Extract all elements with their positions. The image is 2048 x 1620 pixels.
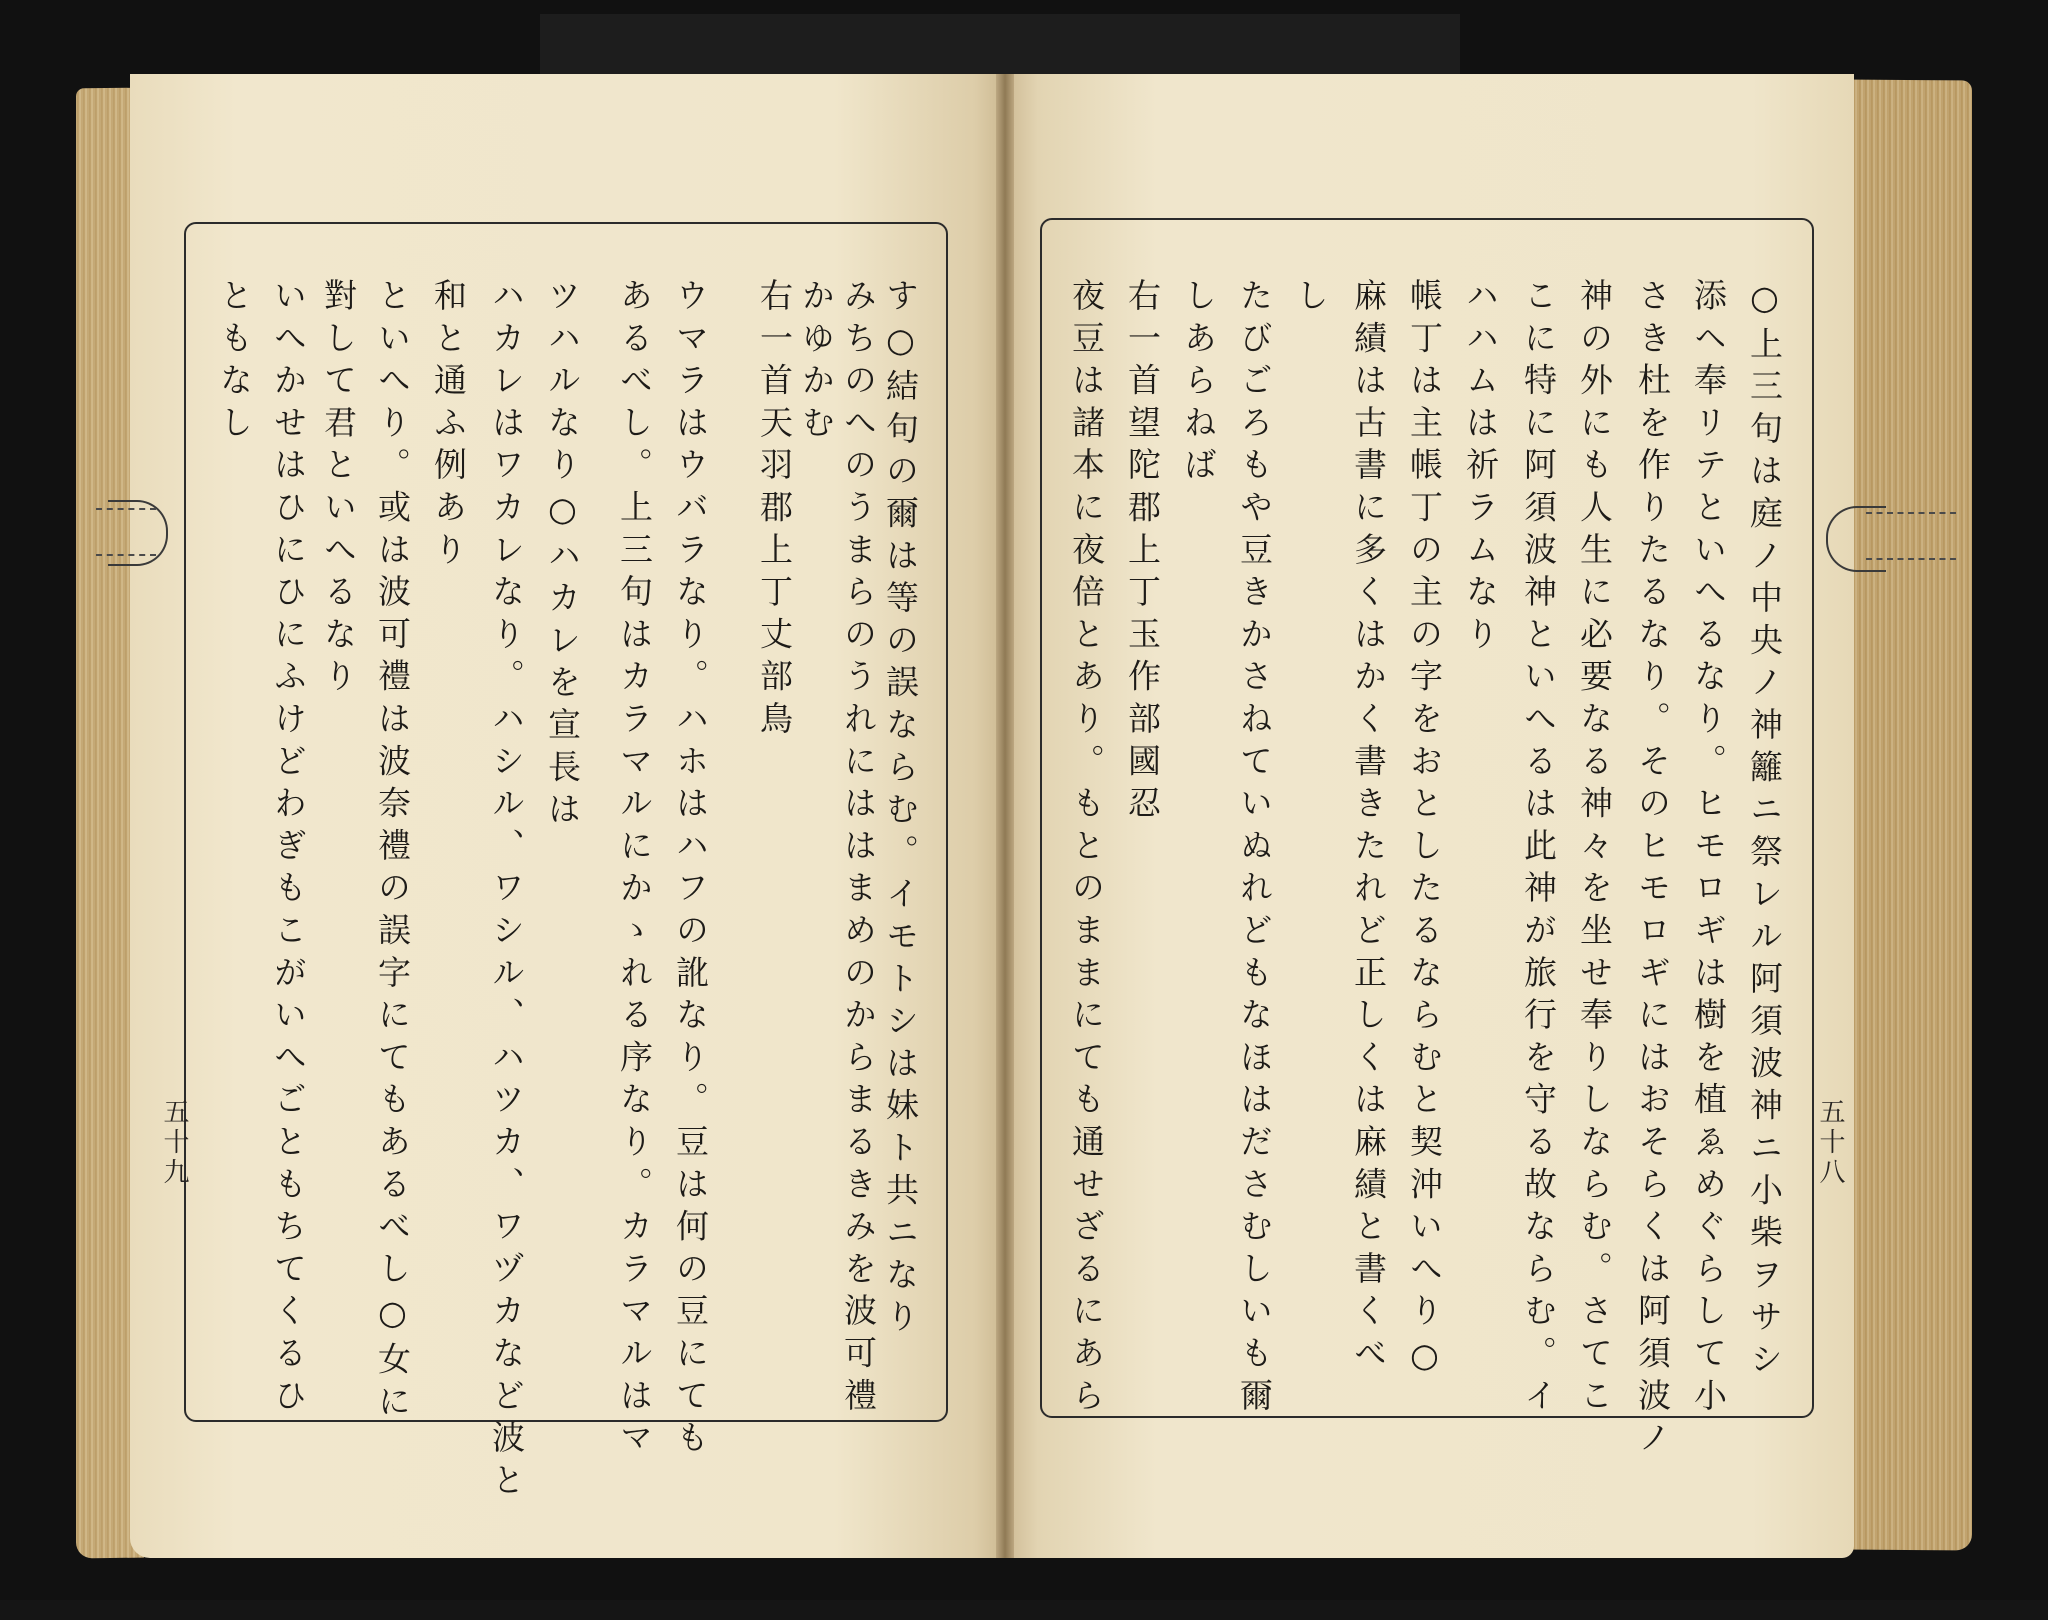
text-column: 帳丁は主帳丁の主の字をおとしたるならむと契沖いへり○ — [1405, 278, 1444, 1384]
text-column: 添ヘ奉リテといへるなり。ヒモロギは樹を植ゑめぐらして小 — [1689, 278, 1728, 1421]
binding-thread — [1866, 512, 1956, 560]
text-column: 神の外にも人生に必要なる神々を坐せ奉りしならむ。さてこ — [1575, 278, 1614, 1421]
binding-thread — [96, 508, 156, 556]
text-column: ハカレはワカレなり。ハシル、ワシル、ハツカ、ワヅカなど波と — [487, 278, 526, 1505]
background-strip — [540, 14, 1460, 74]
text-column: こに特に阿須波神といへるは此神が旅行を守る故ならむ。イ — [1519, 278, 1558, 1421]
text-column: し — [1291, 278, 1330, 321]
text-column: 麻績は古書に多くはかく書きたれど正しくは麻績と書くべ — [1349, 278, 1388, 1378]
page-number: 五十八 — [1815, 1098, 1845, 1188]
text-column: ウマラはウバラなり。ハホはハフの訛なり。豆は何の豆にても — [671, 278, 710, 1463]
text-column: ともなし — [215, 278, 254, 448]
text-column: 和と通ふ例あり — [429, 278, 468, 575]
background-strip — [0, 1600, 2048, 1620]
text-column: 對して君といへるなり — [319, 278, 358, 701]
text-column: みちのへのうまらのうれにははまめのからまるきみを波可禮 — [839, 278, 878, 1421]
text-column: 夜豆は諸本に夜倍とあり。もとのままにても通せざるにあら — [1067, 278, 1106, 1421]
text-column: ツハルなり○ハカレを宣長は — [543, 278, 582, 834]
text-column: あるべし。上三句はカラマルにかゝれる序なり。カラマルはマ — [615, 278, 654, 1463]
text-column: いへかせはひにひにふけどわぎもこがいへごともちてくるひ — [269, 278, 308, 1421]
text-column: しあらねば — [1179, 278, 1218, 490]
text-column: かゆかむ — [797, 278, 836, 448]
right-page-edges — [1846, 80, 1972, 1551]
text-column: 右一首望陀郡上丁玉作部國忍 — [1123, 278, 1162, 828]
book-gutter — [996, 74, 1014, 1558]
text-column: たびごろもや豆きかさねていぬれどもなほはださむしいも爾 — [1235, 278, 1274, 1421]
text-column: ハハムは祈ラムなり — [1461, 278, 1500, 659]
text-column: さき杜を作りたるなり。そのヒモロギにはおそらくは阿須波ノ — [1633, 278, 1672, 1463]
page-number: 五十九 — [159, 1098, 189, 1188]
text-column: ○上三句は庭ノ中央ノ神籬ニ祭レル阿須波神ニ小柴ヲサシ — [1745, 278, 1784, 1384]
text-column: 右一首天羽郡上丁丈部鳥 — [755, 278, 794, 744]
text-column: す○結句の爾は等の誤ならむ。イモトシは妹ト共ニなり — [881, 278, 920, 1342]
text-column: といへり。或は波可禮は波奈禮の誤字にてもあるべし○女に — [373, 278, 412, 1427]
